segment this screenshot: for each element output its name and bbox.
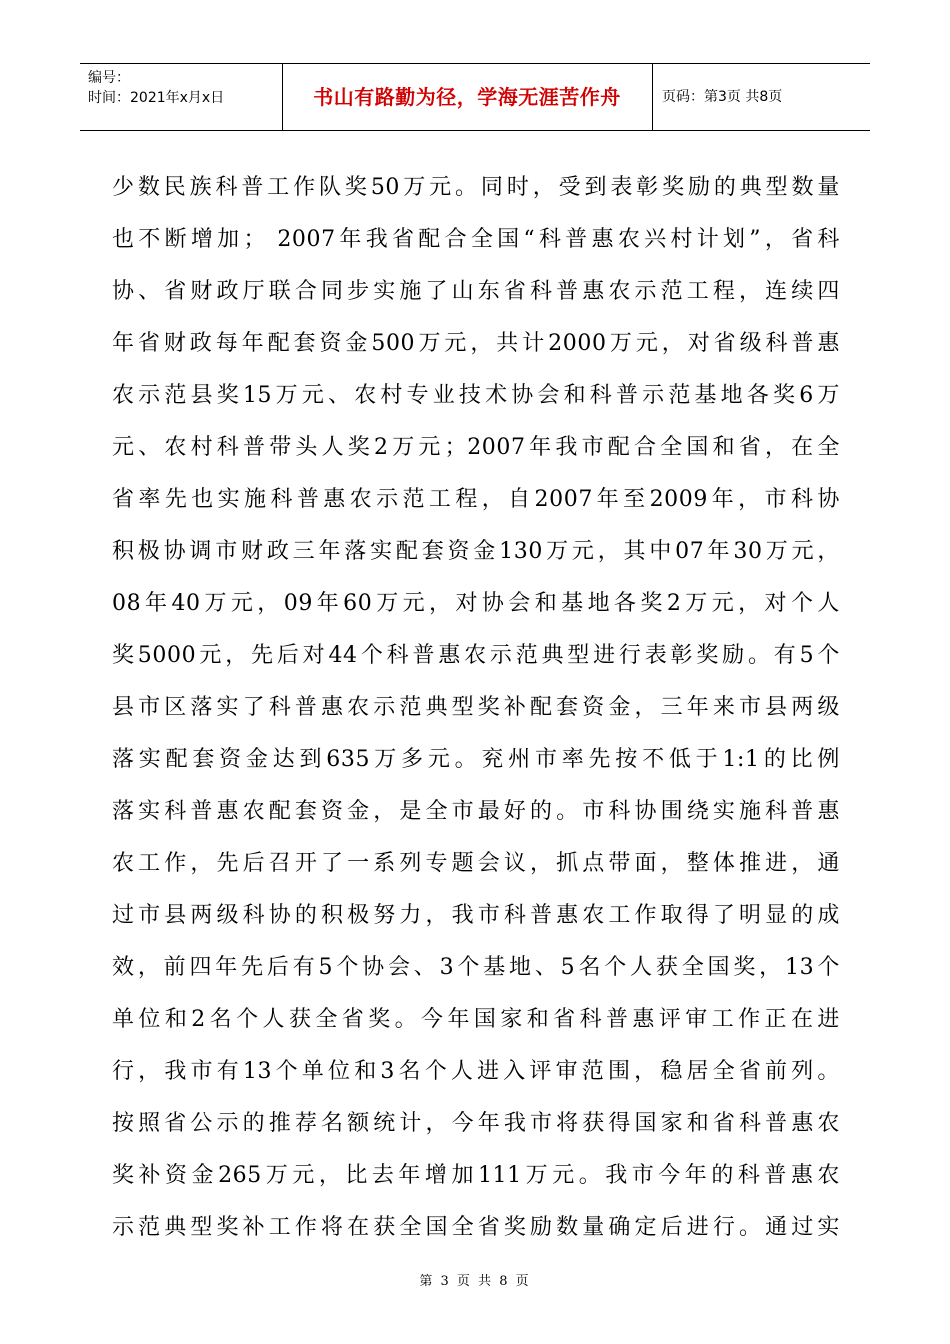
- time-label: 时间：2021年x月x日: [88, 90, 225, 106]
- body-line: 奖5000元，先后对44个科普惠农示范典型进行表彰奖励。有5个: [112, 643, 840, 668]
- body-line: 行，我市有13个单位和3名个人进入评审范围，稳居全省前列。: [112, 1059, 840, 1084]
- header-divider-right: [652, 64, 653, 131]
- body-line: 过市县两级科协的积极努力，我市科普惠农工作取得了明显的成: [112, 903, 840, 928]
- header-motto: 书山有路勤为径，学海无涯苦作舟: [313, 85, 621, 109]
- body-line: 县市区落实了科普惠农示范典型奖补配套资金，三年来市县两级: [112, 695, 840, 720]
- body-line: 也不断增加； 2007年我省配合全国“科普惠农兴村计划”，省科: [112, 227, 840, 252]
- body-line: 元、农村科普带头人奖2万元；2007年我市配合全国和省，在全: [112, 435, 840, 460]
- number-label: 编号：: [88, 70, 130, 86]
- body-line: 按照省公示的推荐名额统计，今年我市将获得国家和省科普惠农: [112, 1111, 840, 1136]
- body-line: 协、省财政厅联合同步实施了山东省科普惠农示范工程，连续四: [112, 279, 840, 304]
- header-meta: [88, 68, 224, 108]
- body-line: 少数民族科普工作队奖50万元。同时，受到表彰奖励的典型数量: [112, 175, 840, 200]
- body-line: 08年40万元，09年60万元，对协会和基地各奖2万元，对个人: [112, 591, 840, 616]
- body-line: 农示范县奖15万元、农村专业技术协会和科普示范基地各奖6万: [112, 383, 840, 408]
- body-line: 年省财政每年配套资金500万元，共计2000万元，对省级科普惠: [112, 331, 840, 356]
- header-page-code: 页码：第3页 共8页: [662, 89, 783, 105]
- body-line: 单位和2名个人获全省奖。今年国家和省科普惠评审工作正在进: [112, 1007, 840, 1032]
- body-line: 示范典型奖补工作将在获全国全省奖励数量确定后进行。通过实: [112, 1215, 840, 1240]
- body-line: 农工作，先后召开了一系列专题会议，抓点带面，整体推进，通: [112, 851, 840, 876]
- body-line: 落实科普惠农配套资金，是全市最好的。市科协围绕实施科普惠: [112, 799, 840, 824]
- body-line: 奖补资金265万元，比去年增加111万元。我市今年的科普惠农: [112, 1163, 840, 1188]
- body-text: [112, 162, 840, 1254]
- document-header: [80, 63, 870, 131]
- page-footer: 第 3 页 共 8 页: [419, 1274, 531, 1289]
- body-line: 效，前四年先后有5个协会、3个基地、5名个人获全国奖，13个: [112, 955, 840, 980]
- body-line: 积极协调市财政三年落实配套资金130万元，其中07年30万元，: [112, 539, 840, 564]
- body-line: 省率先也实施科普惠农示范工程，自2007年至2009年，市科协: [112, 487, 840, 512]
- body-line: 落实配套资金达到635万多元。兖州市率先按不低于1:1的比例: [112, 747, 840, 772]
